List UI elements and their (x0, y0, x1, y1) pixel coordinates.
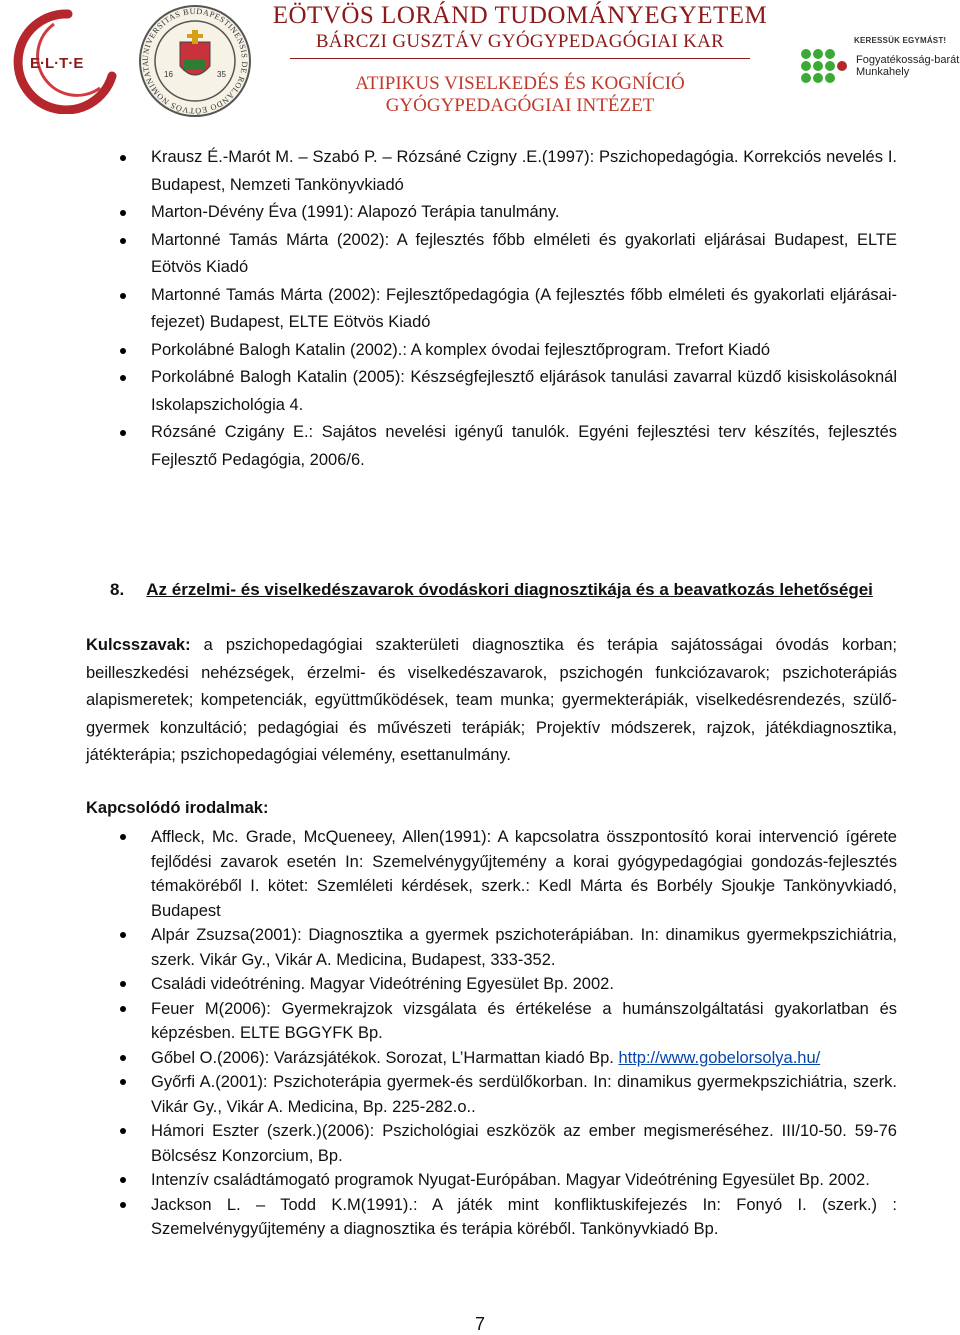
list-item: Porkolábné Balogh Katalin (2005): Készségfejlesztő eljárások tanulási zavarral küzdő kisiskolásoknál Iskolapszichológia 4. (151, 364, 897, 419)
seal-text: UNIVERSITAS BUDAPESTINENSIS DE ROLANDO EÖTVÖS NOMINATA (140, 6, 250, 116)
list-item: Feuer M(2006): Gyermekrajzok vizsgálata és értékelése a humánszolgáltatási gyakorlatban és képzésben. ELTE BGGYFK Bp. (151, 997, 897, 1046)
reference-list-bottom (151, 825, 897, 1242)
elte-logo-text: E·L·T·E (30, 55, 84, 72)
badge-line1: Fogyatékosság-barát (856, 54, 960, 66)
list-item: Alpár Zsuzsa(2001): Diagnosztika a gyermek pszichoterápiában. In: dinamikus gyermekpszichiátria, szerk. Vikár Gy., Vikár A. Medicina, Budapest, 333-352. (151, 923, 897, 972)
list-item: Martonné Tamás Márta (2002): Fejlesztőpedagógia (A fejlesztés főbb elméleti és gyakorlati eljárásai-fejezet) Budapest, ELTE Eötvös Kiadó (151, 282, 897, 337)
gobel-website-link[interactable]: http://www.gobelorsolya.hu/ (618, 1048, 821, 1067)
section-title: Az érzelmi- és viselkedészavarok óvodáskori diagnosztikája és a beavatkozás lehetőségei (146, 580, 873, 599)
badge-line2: Munkahely (856, 66, 910, 78)
list-item: Hámori Eszter (szerk.)(2006): Pszichológiai eszközök az ember megismeréséhez. III/10-50. 59-76 Bölcsész Konzorcium, Bp. (151, 1119, 897, 1168)
list-item: Intenzív családtámogató programok Nyugat-Európában. Magyar Videótréning Egyesület Bp. 2002. (151, 1168, 897, 1193)
literature-heading: Kapcsolódó irodalmak: (86, 799, 269, 817)
page-header (0, 0, 960, 125)
institute-name-line2: GYÓGYPEDAGÓGIAI INTÉZET (385, 95, 655, 116)
seal-year-left: 16 (164, 70, 173, 79)
header-divider (290, 58, 750, 59)
university-seal (138, 4, 252, 118)
gobel-ref-text: Gőbel O.(2006): Varázsjátékok. Sorozat, L’Harmattan kiadó Bp. (151, 1048, 619, 1067)
list-item: Rózsáné Czigány E.: Sajátos nevelési igényű tanulók. Egyéni fejlesztési terv készítés, fejlesztés Fejlesztő Pedagógia, 2006/6. (151, 419, 897, 474)
seal-year-right: 35 (217, 70, 226, 79)
list-item: Porkolábné Balogh Katalin (2002).: A komplex óvodai fejlesztőprogram. Trefort Kiadó (151, 337, 897, 365)
list-item: Családi videótréning. Magyar Videótréning Egyesület Bp. 2002. (151, 972, 897, 997)
section-number: 8. (110, 580, 125, 599)
university-name: EÖTVÖS LORÁND TUDOMÁNYEGYETEM (272, 2, 768, 29)
list-item: Jackson L. – Todd K.M(1991).: A játék mint konfliktuskifejezés In: Fonyó I. (szerk.) : Szemelvénygyűjtemény a diagnosztika és terápia köréből. Tankönyvkiadó Bp. (151, 1193, 897, 1242)
badge-text (856, 54, 960, 78)
list-item: Győrfi A.(2001): Pszichoterápia gyermek-és serdülőkorban. In: dinamikus gyermekpszichiátria, szerk. Vikár Gy., Vikár A. Medicina, Bp. 225-282.o.. (151, 1070, 897, 1119)
faculty-name: BÁRCZI GUSZTÁV GYÓGYPEDAGÓGIAI KAR (315, 31, 725, 52)
institute-name-line1: ATIPIKUS VISELKEDÉS ÉS KOGNÍCIÓ (355, 73, 685, 94)
list-item: Martonné Tamás Márta (2002): A fejlesztés főbb elméleti és gyakorlati eljárásai Budapest, ELTE Eötvös Kiadó (151, 227, 897, 282)
list-item (151, 1046, 897, 1071)
list-item: Affleck, Mc. Grade, McQueneey, Allen(1991): A kapcsolatra összpontosító korai intervenció ígérete fejlődési zavarok esetén In: Szemelvénygyűjtemény a korai gyógypedagógiai gondozás-fejlesztés témaköréből I. kötet: Szemléleti kérdések, szerk.: Kedl Márta és Borbély Sjoukje Tankönyvkiadó, Budapest (151, 825, 897, 923)
list-item: Krausz É.-Marót M. – Szabó P. – Rózsáné Czigny .E.(1997): Pszichopedagógia. Korrekciós nevelés I. Budapest, Nemzeti Tankönyvkiadó (151, 144, 897, 199)
keywords-paragraph (86, 632, 897, 770)
badge-kicker: KERESSÜK EGYMÁST! (854, 36, 947, 45)
badge-dots-icon (800, 48, 848, 84)
elte-logo (8, 6, 120, 114)
reference-list-top (151, 144, 897, 474)
list-item: Marton-Dévény Éva (1991): Alapozó Terápia tanulmány. (151, 199, 897, 227)
keywords-text: a pszichopedagógiai szakterületi diagnosztika és terápia sajátosságai óvodás korban; beilleszkedési nehézségek, érzelmi- és viselkedészavarok, pszichogén funkciózavarok; pszichoterápiás alapismeretek; kompetenciák, együttműködések, team munka; gyermekterápiák, viselkedésrendezés, szülő-gyermek konzultáció; pedagógiai és művészeti terápiák; Projektív módszerek, rajzok, játékdiagnosztika, játékterápia; pszichopedagógiai vélemény, esettanulmány. (86, 636, 897, 764)
disability-friendly-badge (800, 36, 960, 78)
page-number: 7 (474, 1314, 485, 1334)
keywords-label: Kulcsszavak: (86, 636, 191, 654)
university-name-block (270, 2, 770, 117)
section-heading (110, 580, 910, 600)
